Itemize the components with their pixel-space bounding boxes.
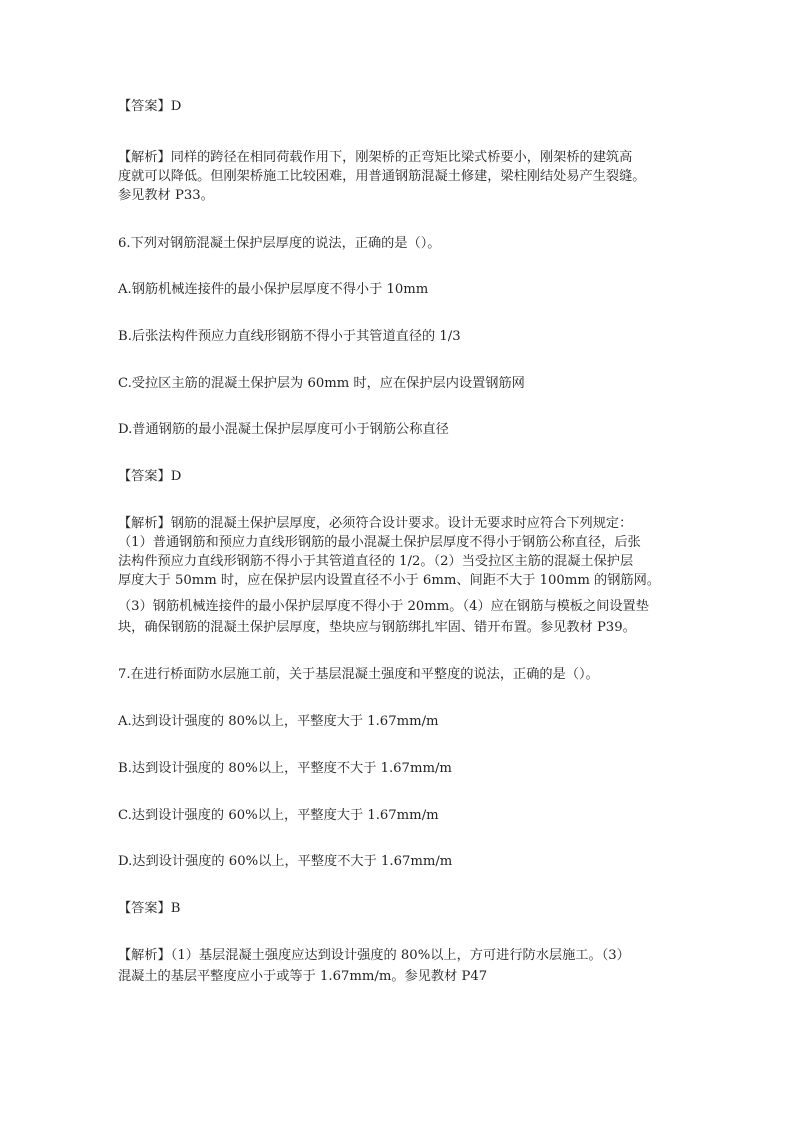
answer-label: 【答案】D	[118, 469, 182, 484]
explanation-line: 【解析】同样的跨径在相同荷载作用下，刚架桥的正弯矩比梁式桥要小，刚架桥的建筑高	[118, 150, 633, 165]
explanation-line: 【解析】（1）基层混凝土强度应达到设计强度的 80%以上，方可进行防水层施工。（3）	[118, 948, 630, 963]
answer-label: 【答案】D	[118, 99, 182, 114]
explanation-line: （3）钢筋机械连接件的最小保护层厚度不得小于 20mm。（4）应在钢筋与模板之间设置垫	[118, 599, 649, 614]
explanation-line: 混凝土的基层平整度应小于或等于 1.67mm/m。参见教材 P47	[118, 969, 488, 984]
explanation-line: 法构件预应力直线形钢筋不得小于其管道直径的 1/2。（2）当受拉区主筋的混凝土保护层	[118, 554, 634, 569]
option-c: C.受拉区主筋的混凝土保护层为 60mm 时，应在保护层内设置钢筋网	[118, 376, 525, 391]
option-d: D.达到设计强度的 60%以上，平整度不大于 1.67mm/m	[118, 854, 453, 869]
question-stem: 7.在进行桥面防水层施工前，关于基层混凝土强度和平整度的说法，正确的是（）。	[118, 667, 599, 682]
option-d: D.普通钢筋的最小混凝土保护层厚度可小于钢筋公称直径	[118, 422, 449, 437]
option-a: A.达到设计强度的 80%以上，平整度大于 1.67mm/m	[118, 714, 439, 729]
explanation-line: 【解析】钢筋的混凝土保护层厚度，必须符合设计要求。设计无要求时应符合下列规定：	[118, 516, 633, 531]
option-a: A.钢筋机械连接件的最小保护层厚度不得小于 10mm	[118, 282, 429, 297]
question-stem: 6.下列对钢筋混凝土保护层厚度的说法，正确的是（）。	[118, 236, 441, 251]
option-b: B.达到设计强度的 80%以上，平整度不大于 1.67mm/m	[118, 761, 452, 776]
option-c: C.达到设计强度的 60%以上，平整度大于 1.67mm/m	[118, 808, 439, 823]
explanation-line: （1）普通钢筋和预应力直线形钢筋的最小混凝土保护层厚度不得小于钢筋公称直径，后张	[118, 535, 641, 550]
explanation-line: 度就可以降低。但刚架桥施工比较困难，用普通钢筋混凝土修建，梁柱刚结处易产生裂缝。	[118, 169, 646, 184]
answer-label: 【答案】B	[118, 901, 181, 916]
option-b: B.后张法构件预应力直线形钢筋不得小于其管道直径的 1/3	[118, 329, 461, 344]
explanation-line: 参见教材 P33。	[118, 188, 214, 203]
explanation-line: 块，确保钢筋的混凝土保护层厚度，垫块应与钢筋绑扎牢固、错开布置。参见教材 P39。	[118, 620, 636, 635]
explanation-line: 厚度大于 50mm 时，应在保护层内设置直径不小于 6mm、间距不大于 100mm 的钢筋网。	[118, 573, 660, 588]
